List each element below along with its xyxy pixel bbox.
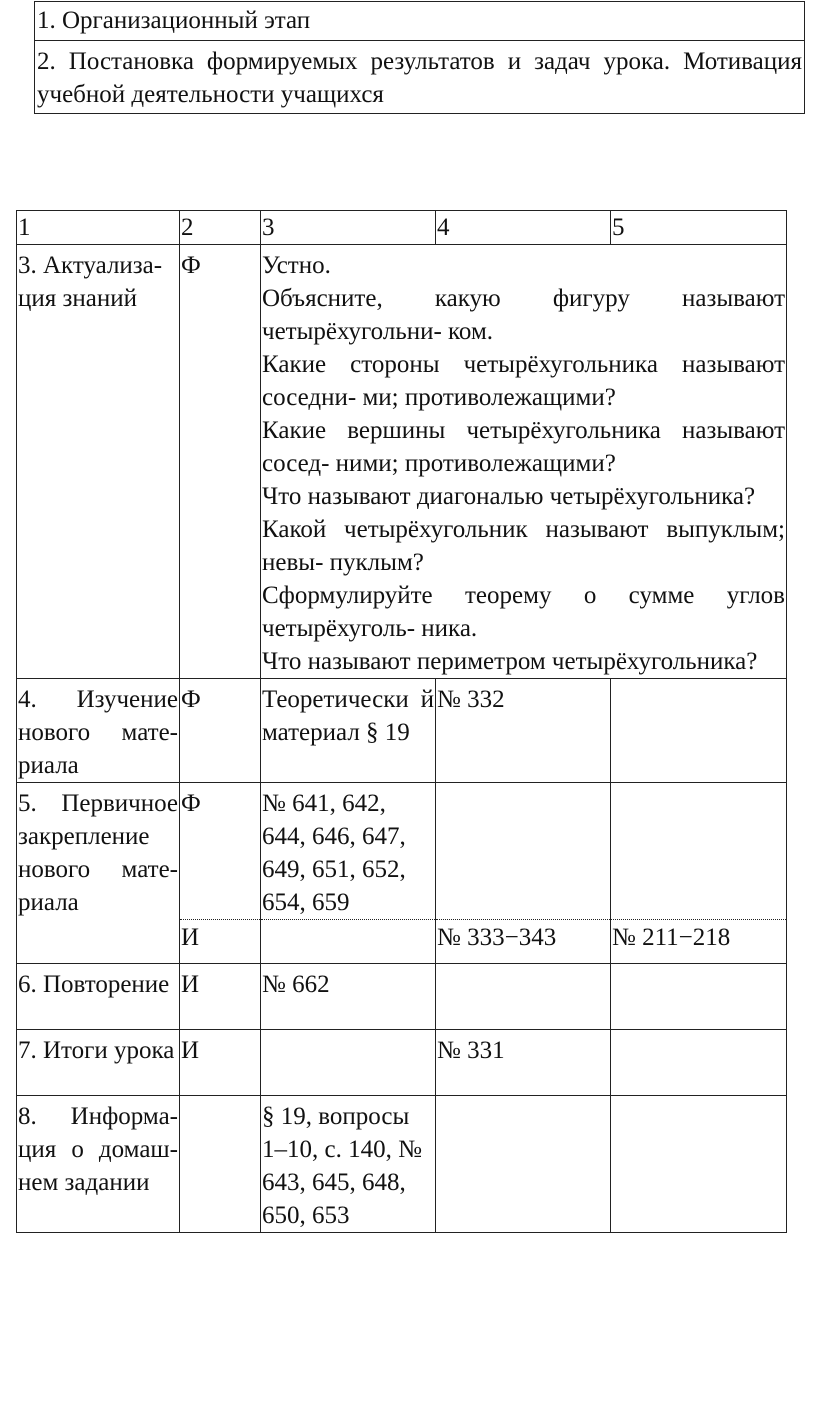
col5-consolidation-i: [611, 920, 787, 964]
col5-text-consolidation-i: № 211−218: [612, 924, 731, 951]
row-new-material: [17, 679, 787, 783]
stage-2-cell: [35, 41, 805, 114]
stage-1-cell: [35, 2, 805, 41]
header-col-1: 1: [17, 211, 180, 245]
question-5: Какой четырёхугольник называют выпуклым; невы- пуклым?: [262, 516, 785, 576]
stage-2-text: 2. Постановка формируемых результатов и задач урока. Мотивация учебной деятельности учащихся: [37, 48, 802, 108]
col4-consolidation-i: [436, 920, 611, 964]
row-homework: [17, 1096, 787, 1233]
col3-text-repetition: № 662: [262, 971, 330, 998]
col3-consolidation-f: [261, 783, 436, 920]
col3-text-consolidation-f: № 641, 642, 644, 646, 647, 649, 651, 652, 654, 659: [262, 790, 406, 916]
col3-new-material: [261, 679, 436, 783]
col5-summary: [611, 1030, 787, 1096]
stage-1-text: 1. Организационный этап: [37, 7, 311, 34]
stage-cell-repetition: [17, 964, 180, 1030]
header-col-5: 5: [611, 211, 787, 245]
form-cell-consolidation-i: [180, 920, 261, 964]
header-col-4: 4: [436, 211, 611, 245]
col3-consolidation-i: [261, 920, 436, 964]
question-4: Что называют диагональю четырёхугольника?: [262, 483, 756, 510]
stage-text-repetition: 6. Повторение: [18, 971, 170, 998]
form-cell-summary: [180, 1030, 261, 1096]
col4-new-material: [436, 679, 611, 783]
question-6: Сформулируйте теорему о сумме углов четырёхуголь- ника.: [262, 582, 785, 642]
row-actualization: [17, 245, 787, 679]
row-consolidation-frontal: [17, 783, 787, 920]
row-summary: [17, 1030, 787, 1096]
stage-row-1: [35, 2, 805, 41]
header-col-3: 3: [261, 211, 436, 245]
stage-text-homework: 8. Информа- ция о домаш- нем задании: [18, 1103, 178, 1196]
questions-cell: [261, 245, 787, 679]
form-cell-repetition: [180, 964, 261, 1030]
form-text-repetition: И: [181, 971, 200, 998]
col3-text-homework: § 19, вопросы 1–10, с. 140, № 643, 645, 648, 650, 653: [262, 1103, 422, 1229]
question-1: Объясните, какую фигуру называют четырёхугольни- ком.: [262, 285, 785, 345]
col4-text-consolidation-i: № 333−343: [437, 924, 557, 951]
lesson-plan-table: [16, 210, 787, 1233]
col3-homework: [261, 1096, 436, 1233]
form-text-summary: И: [181, 1037, 200, 1064]
col4-text-new-material: № 332: [437, 686, 505, 713]
col4-text-summary: № 331: [437, 1037, 505, 1064]
col4-homework: [436, 1096, 611, 1233]
col3-text-new-material: Теоретически й материал § 19: [262, 686, 434, 746]
question-3: Какие вершины четырёхугольника называют сосед- ними; противолежащими?: [262, 417, 785, 477]
header-row: [17, 211, 787, 245]
col3-summary: [261, 1030, 436, 1096]
row-repetition: [17, 964, 787, 1030]
form-cell-actualization: [180, 245, 261, 679]
form-text-new-material: Ф: [181, 686, 201, 713]
col5-new-material: [611, 679, 787, 783]
col5-repetition: [611, 964, 787, 1030]
col4-consolidation-f: [436, 783, 611, 920]
col4-repetition: [436, 964, 611, 1030]
form-cell-consolidation-f: [180, 783, 261, 920]
stage-cell-consolidation: [17, 783, 180, 964]
form-text-consolidation-i: И: [181, 924, 200, 951]
form-text-consolidation-f: Ф: [181, 790, 201, 817]
form-cell-homework: [180, 1096, 261, 1233]
stage-text-summary: 7. Итоги урока: [18, 1037, 175, 1064]
header-col-2: 2: [180, 211, 261, 245]
stage-row-2: [35, 41, 805, 114]
stage-text-new-material: 4. Изучение нового мате- риала: [18, 686, 178, 779]
col5-homework: [611, 1096, 787, 1233]
question-intro: Устно.: [262, 252, 331, 279]
col4-summary: [436, 1030, 611, 1096]
stages-header-table: [34, 1, 805, 114]
question-7: Что называют периметром четырёхугольника?: [262, 648, 758, 675]
stage-text-consolidation: 5. Первичное закрепление нового мате- риала: [18, 790, 178, 916]
col5-consolidation-f: [611, 783, 787, 920]
stage-text-actualization: 3. Актуализа- ция знаний: [18, 252, 163, 312]
question-2: Какие стороны четырёхугольника называют соседни- ми; противолежащими?: [262, 351, 785, 411]
form-text-actualization: Ф: [181, 252, 201, 279]
stage-cell-new-material: [17, 679, 180, 783]
stage-cell-homework: [17, 1096, 180, 1233]
form-cell-new-material: [180, 679, 261, 783]
col3-repetition: [261, 964, 436, 1030]
stage-cell-summary: [17, 1030, 180, 1096]
stage-cell-actualization: [17, 245, 180, 679]
